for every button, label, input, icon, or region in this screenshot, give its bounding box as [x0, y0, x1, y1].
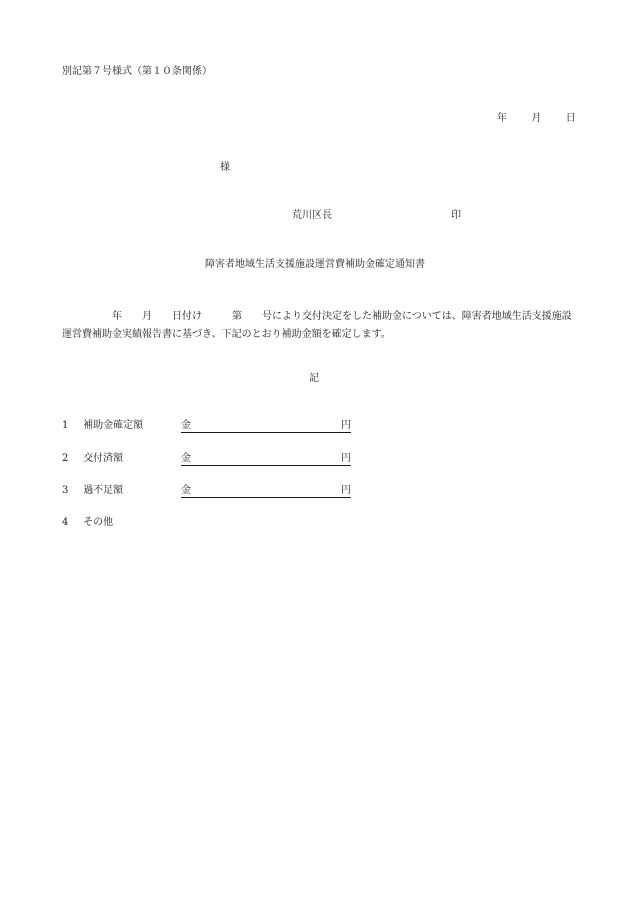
amount-prefix: 金 — [181, 420, 191, 431]
item-number: 3 — [62, 485, 69, 496]
amount-field-paid — [181, 454, 351, 466]
body-line-2: 運営費補助金実績報告書に基づき、下記のとおり補助金額を確定します。 — [62, 329, 391, 340]
recipient-suffix: 様 — [220, 162, 230, 173]
seal-mark: 印 — [451, 210, 461, 221]
item-other — [62, 518, 113, 528]
amount-field-confirmed — [181, 421, 351, 433]
amount-prefix: 金 — [181, 485, 191, 496]
item-label: 交付済額 — [83, 453, 124, 464]
item-label: 過不足額 — [83, 485, 124, 496]
date-line — [497, 114, 576, 124]
item-number: 4 — [62, 517, 69, 528]
body-line-1: 年 月 日付け 第 号により交付決定をした補助金については、障害者地域生活支援施設 — [62, 311, 572, 322]
date-year: 年 — [497, 113, 507, 124]
item-number: 1 — [62, 420, 69, 431]
date-month: 月 — [531, 113, 542, 124]
item-number: 2 — [62, 453, 69, 464]
sender-name: 荒川区長 — [292, 210, 332, 221]
item-label: その他 — [83, 517, 114, 528]
form-reference: 別記第７号様式（第１０条関係） — [62, 66, 212, 77]
amount-suffix: 円 — [341, 420, 351, 431]
date-day: 日 — [565, 113, 576, 124]
amount-field-difference — [181, 486, 351, 498]
item-confirmed-amount — [62, 421, 143, 431]
item-difference-amount — [62, 486, 123, 496]
body-paragraph — [62, 308, 582, 344]
amount-suffix: 円 — [341, 485, 351, 496]
item-label: 補助金確定額 — [83, 420, 144, 431]
amount-suffix: 円 — [341, 453, 351, 464]
amount-prefix: 金 — [181, 453, 191, 464]
ki-heading: 記 — [309, 373, 319, 384]
document-title: 障害者地域生活支援施設運営費補助金確定通知書 — [205, 259, 425, 270]
item-paid-amount — [62, 454, 123, 464]
